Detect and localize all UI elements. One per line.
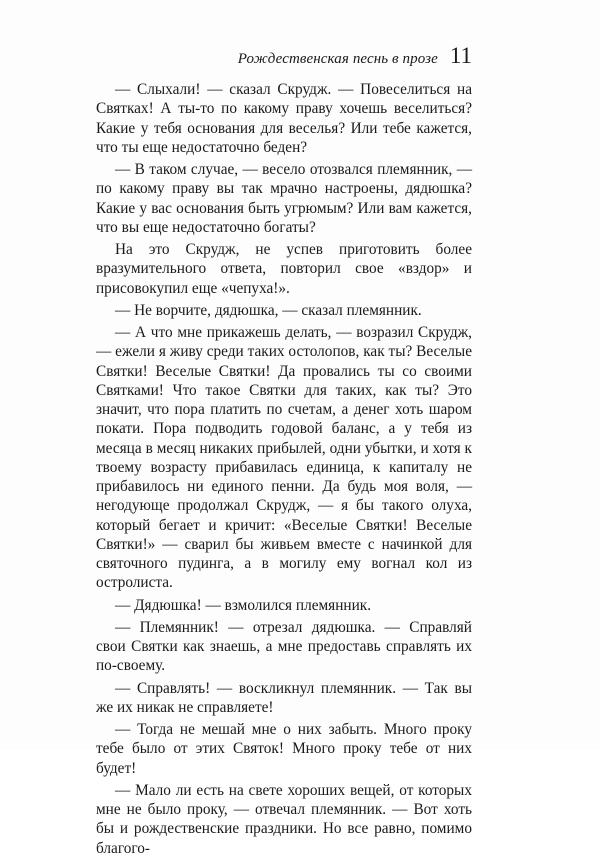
paragraph: — А что мне прикажешь делать, — возразил Скрудж, — ежели я живу среди таких остолопов, как ты? Веселые Святки! Веселые Святки! Да провались ты со своими Святками! Что такое Святки для таких, как ты? Это значит, что пора платить по счетам, а денег хоть шаром покати. Пора подводить годовой баланс, а у тебя из месяца в месяц никаких прибылей, одни убытки, и хотя к твоему возрасту прибавилась единица, к капиталу не прибавилось ни единого пенни. Да будь моя воля, — негодующе продолжал Скрудж, — я бы такого олуха, который бегает и кричит: «Веселые Святки! Веселые Святки!» — сварил бы живьем вместе с начинкой для святочного пудинга, а в могилу ему вогнал кол из остролиста. [96, 324, 472, 592]
running-header [96, 44, 472, 68]
paragraph: — В таком случае, — весело отозвался племянник, — по какому праву вы так мрачно настроены, дядюшка? Какие у вас основания быть угрюмым? Или вам кажется, что вы еще недостаточно богаты? [96, 161, 472, 236]
paragraph: — Слыхали! — сказал Скрудж. — Повеселиться на Святках! А ты-то по какому праву хочешь веселиться? Какие у тебя основания для веселья? Или тебе кажется, что ты еще недостаточно беден? [96, 81, 472, 156]
paragraph: На это Скрудж, не успев приготовить более вразумительного ответа, повторил свое «вздор» и присовокупил еще «чепуха!». [96, 241, 472, 297]
paragraph: — Тогда не мешай мне о них забыть. Много проку тебе было от этих Святок! Много проку тебе от них будет! [96, 721, 472, 777]
paragraph: — Племянник! — отрезал дядюшка. — Справляй свои Святки как знаешь, а мне предоставь справлять их по-своему. [96, 618, 472, 675]
paragraph: — Дядюшка! — взмолился племянник. [115, 596, 372, 614]
page-number: 11 [449, 43, 472, 68]
paragraph: — Не ворчите, дядюшка, — сказал племянник. [115, 301, 422, 319]
running-title: Рождественская песнь в прозе [237, 51, 438, 67]
body-text [96, 80, 472, 861]
paragraph: — Справлять! — воскликнул племянник. — Так вы же их никак не справляете! [96, 679, 472, 716]
paragraph: — Мало ли есть на свете хороших вещей, от которых мне не было проку, — отвечал племянник. — Вот хоть бы и рождественские праздники. Но все равно, помимо благого- [96, 781, 472, 857]
